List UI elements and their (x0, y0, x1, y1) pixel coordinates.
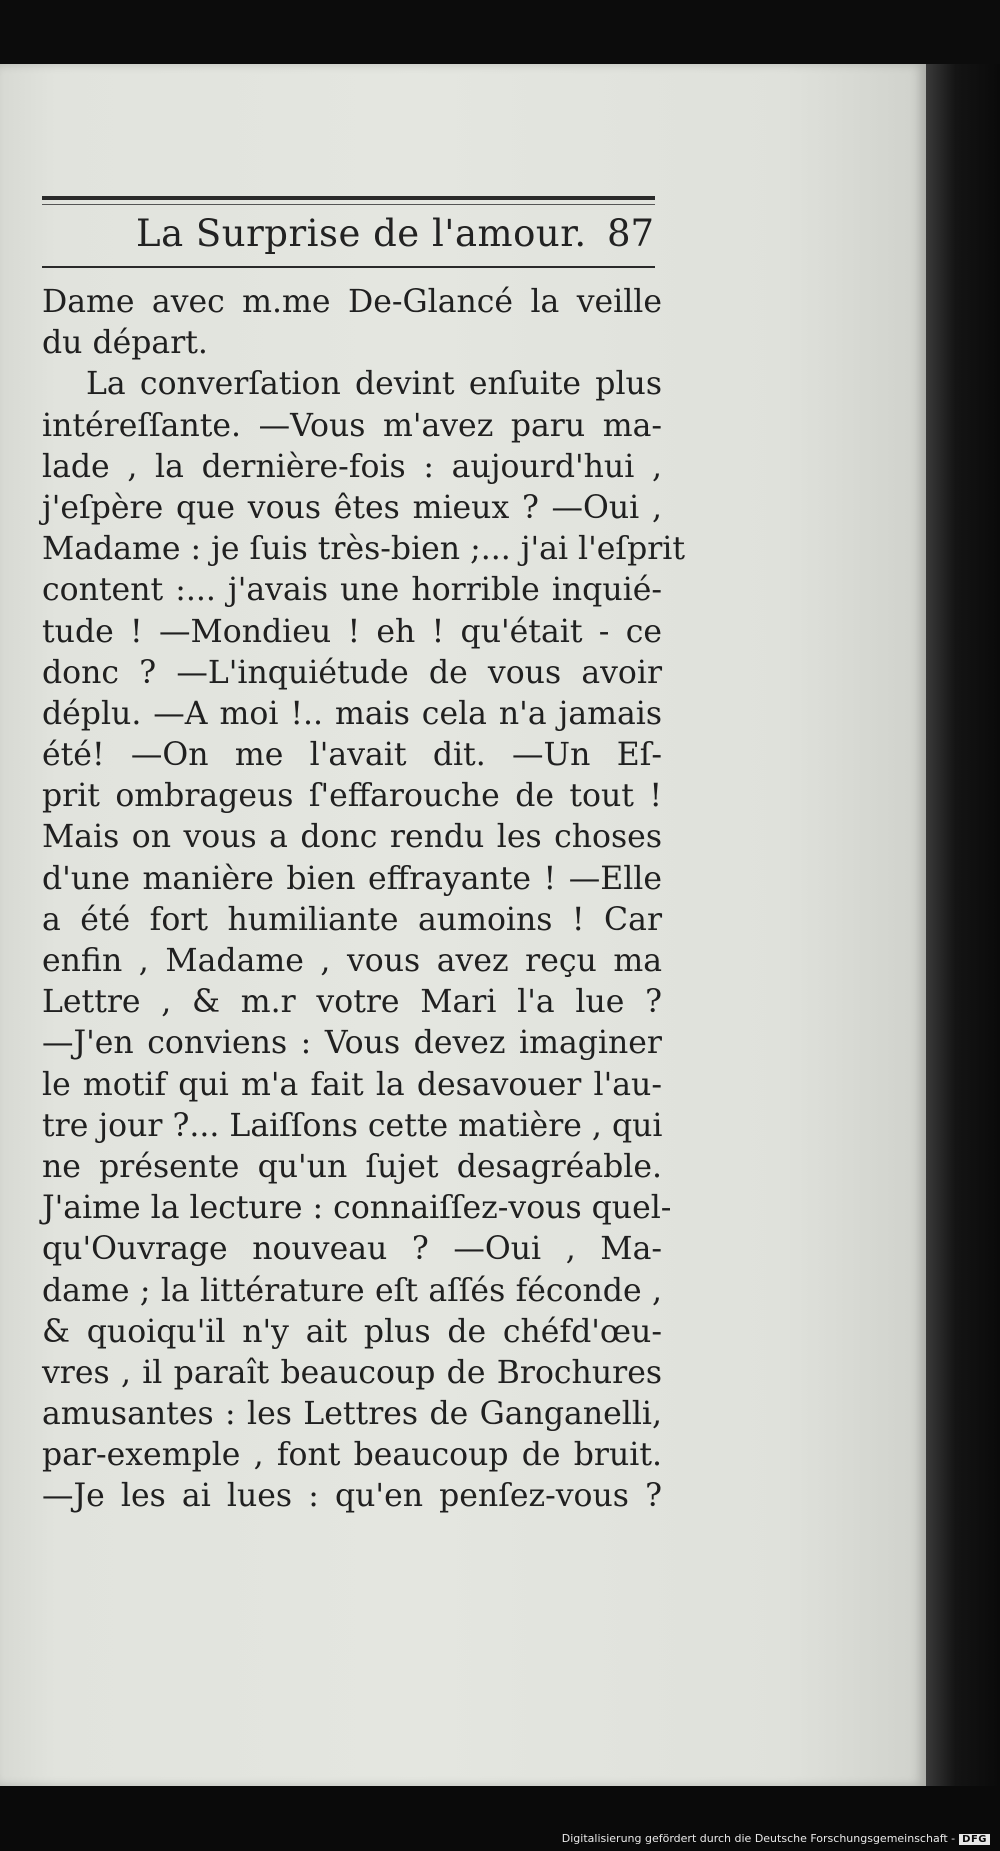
body-text (42, 282, 686, 1518)
text-line: déplu. —A moi !.. mais cela n'a jamais (42, 695, 662, 732)
text-line: vres , il paraît beaucoup de Brochures (42, 1354, 662, 1391)
text-line: j'eſpère que vous êtes mieux ? —Oui , (42, 489, 662, 526)
text-line: J'aime la lecture : connaiſſez-vous quel- (42, 1190, 672, 1227)
text-line: amusantes : les Lettres de Ganganelli, (42, 1396, 662, 1433)
text-line: d'une manière bien effrayante ! —Elle (42, 860, 662, 897)
text-line: —J'en conviens : Vous devez imaginer (42, 1025, 662, 1062)
dfg-logo: DFG (959, 1834, 990, 1845)
text-line: —Je les ai lues : qu'en penſez-vous ? (42, 1478, 662, 1515)
page-edge-shadow (926, 64, 1000, 1786)
text-line: été! —On me l'avait dit. —Un Eſ- (42, 737, 662, 774)
text-line: qu'Ouvrage nouveau ? —Oui , Ma- (42, 1231, 662, 1268)
header-rule-top (42, 196, 655, 200)
credit-text: Digitalisierung gefördert durch die Deutsche Forschungsgemeinschaft - (561, 1832, 956, 1845)
text-line: La converſation devint enſuite plus (86, 366, 662, 403)
text-line: lade , la dernière-fois : aujourd'hui , (42, 448, 662, 485)
text-line: ne présente qu'un ſujet desagréable. (42, 1148, 662, 1185)
text-line: Mais on vous a donc rendu les choses (42, 819, 662, 856)
text-line: donc ? —L'inquiétude de vous avoir (42, 654, 662, 691)
text-line: prit ombrageus ſ'effarouche de tout ! (42, 778, 662, 815)
text-line: le motif qui m'a fait la desavouer l'au- (42, 1066, 662, 1103)
text-line: tre jour ?... Laiſſons cette matière , qui (42, 1107, 663, 1144)
page-number: 87 (607, 212, 655, 255)
header-rule-top-thin (42, 204, 655, 205)
text-line: dame ; la littérature eſt aſſés féconde , (42, 1272, 662, 1309)
text-line: du départ. (42, 325, 208, 362)
text-line: Madame : je ſuis très-bien ;... j'ai l'eſprit (42, 531, 686, 568)
running-head-title: La Surprise de l'amour. (136, 212, 587, 255)
text-line: tude ! —Mondieu ! eh ! qu'était - ce (42, 613, 662, 650)
digitization-credit (562, 1832, 990, 1845)
text-line: & quoiqu'il n'y ait plus de chéfd'œu- (42, 1313, 662, 1350)
text-line: intéreſſante. —Vous m'avez paru ma- (42, 407, 662, 444)
text-line: Lettre , & m.r votre Mari l'a lue ? (42, 984, 662, 1021)
text-line: par-exemple , font beaucoup de bruit. (42, 1437, 662, 1474)
header-rule-bottom (42, 266, 655, 268)
text-line: Dame avec m.me De-Glancé la veille (42, 284, 662, 320)
text-line: content :... j'avais une horrible inquié- (42, 572, 662, 609)
text-line: a été fort humiliante aumoins ! Car (42, 901, 662, 938)
text-line: enfin , Madame , vous avez reçu ma (42, 943, 662, 979)
